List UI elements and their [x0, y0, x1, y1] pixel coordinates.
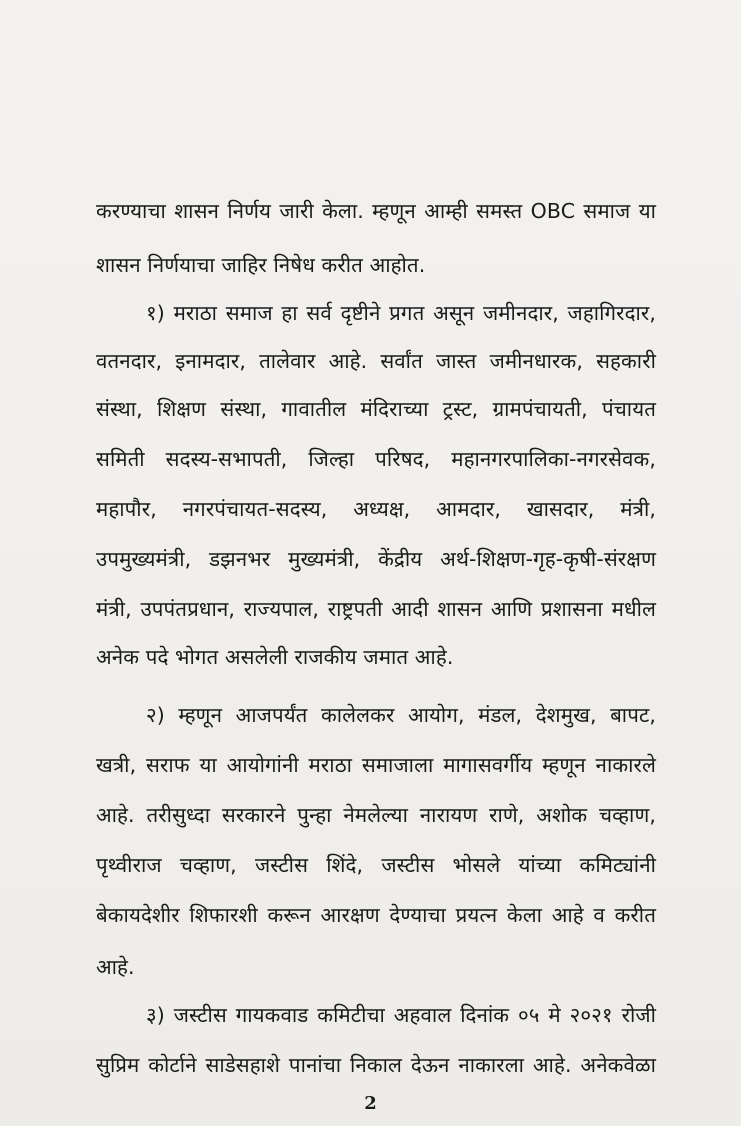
text-line: करण्याचा शासन निर्णय जारी केला. म्हणून आम्ही समस्त OBC समाज या [96, 199, 656, 223]
text-line: वतनदार, इनामदार, तालेवार आहे. सर्वांत जास्त जमीनधारक, सहकारी [96, 349, 656, 373]
text-line: आहे. [96, 955, 135, 979]
text-line: अनेक पदे भोगत असलेली राजकीय जमात आहे. [96, 645, 454, 669]
text-line: उपमुख्यमंत्री, डझनभर मुख्यमंत्री, केंद्रीय अर्थ-शिक्षण-गृह-कृषी-संरक्षण [96, 547, 656, 571]
paragraph-1-start: १) मराठा समाज हा सर्व दृष्टीने प्रगत असून जमीनदार, जहागिरदार, [146, 301, 656, 325]
paragraph-3-start: ३) जस्टीस गायकवाड कमिटीचा अहवाल दिनांक ०५ मे २०२१ रोजी [146, 1003, 656, 1027]
text-line: पृथ्वीराज चव्हाण, जस्टीस शिंदे, जस्टीस भोसले यांच्या कमिट्यांनी [96, 853, 656, 877]
page-number: 2 [364, 1093, 377, 1114]
text-line: आहे. तरीसुध्दा सरकारने पुन्हा नेमलेल्या नारायण राणे, अशोक चव्हाण, [96, 803, 656, 827]
paragraph-2-start: २) म्हणून आजपर्यंत कालेलकर आयोग, मंडल, देशमुख, बापट, [146, 703, 656, 727]
text-line: मंत्री, उपपंतप्रधान, राज्यपाल, राष्ट्रपती आदी शासन आणि प्रशासना मधील [96, 597, 656, 621]
text-line: संस्था, शिक्षण संस्था, गावातील मंदिराच्या ट्रस्ट, ग्रामपंचायती, पंचायत [96, 397, 656, 421]
text-line: सुप्रिम कोर्टाने साडेसहाशे पानांचा निकाल देऊन नाकारला आहे. अनेकवेळा [96, 1053, 656, 1077]
text-line: समिती सदस्य-सभापती, जिल्हा परिषद, महानगरपालिका-नगरसेवक, [96, 447, 656, 471]
text-line: खत्री, सराफ या आयोगांनी मराठा समाजाला मागासवर्गीय म्हणून नाकारले [96, 753, 656, 777]
text-line: महापौर, नगरपंचायत-सदस्य, अध्यक्ष, आमदार, खासदार, मंत्री, [96, 497, 656, 521]
text-line: शासन निर्णयाचा जाहिर निषेध करीत आहोत. [96, 253, 426, 277]
text-line: बेकायदेशीर शिफारशी करून आरक्षण देण्याचा प्रयत्न केला आहे व करीत [96, 903, 656, 927]
